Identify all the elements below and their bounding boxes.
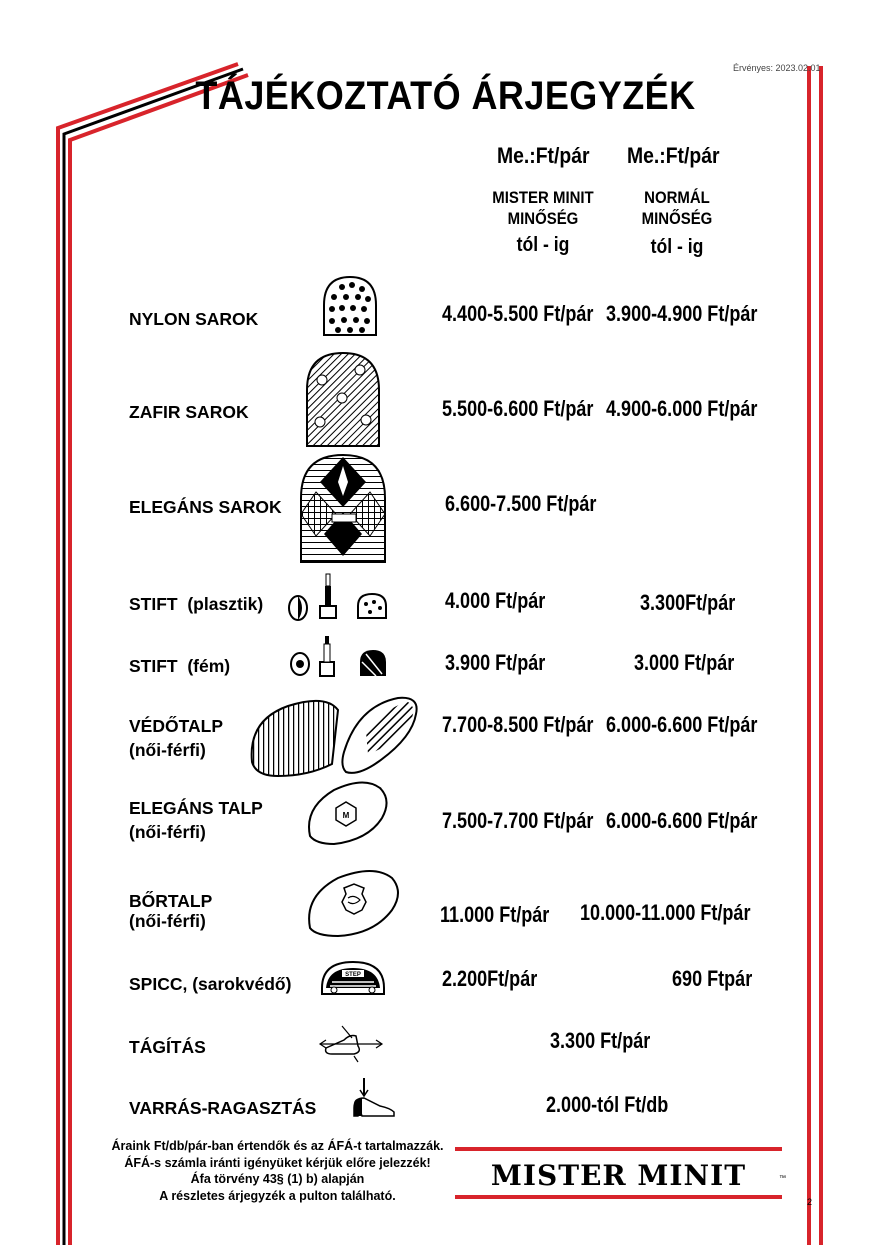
quality-header-normal [620,187,734,229]
price-mm-nylon: 4.400-5.500 Ft/pár [442,301,594,326]
mister-minit-logo [455,1147,785,1205]
price-normal-elegant-sole: 6.000-6.600 Ft/pár [606,808,758,833]
price-mm-zafir: 5.500-6.600 Ft/pár [442,396,594,421]
price-normal-leather-sole: 10.000-11.000 Ft/pár [580,900,751,925]
footer-line-4: A részletes árjegyzék a pulton található. [159,1188,396,1203]
protective-sole-label: VÉDŐTALP [129,716,223,736]
stift-plastic-label: STIFT [129,594,178,614]
svg-text:M: M [342,811,350,820]
footer-line-2: ÁFÁ-s számla iránti igényüket kérjük előre jelezzék! [124,1155,431,1170]
footer-line-1: Áraink Ft/db/pár-ban értendők és az ÁFÁ-t tartalmazzák. [111,1139,444,1153]
price-normal-stift-metal: 3.000 Ft/pár [634,650,735,675]
footer-line-3: Áfa törvény 43§ (1) b) alapján [190,1172,365,1186]
protective-sole-sub: (női-férfi) [129,740,206,760]
plastic-pin-heel-icon [286,572,388,622]
page-title: TÁJÉKOZTATÓ ÁRJEGYZÉK [195,74,696,118]
price-mm-toe-tip: 2.200Ft/pár [442,966,538,991]
page-number: 2 [807,1197,813,1207]
stift-metal-sub: (fém) [187,656,231,676]
quality-normal-line1: NORMÁL [644,188,710,207]
quality-normal-line2: MINŐSÉG [641,209,713,228]
leather-sole-icon [304,866,404,938]
item-label-elegant-sole [129,796,263,844]
logo-bar-top [455,1147,782,1151]
elegant-sole-icon [304,778,390,846]
stift-metal-label: STIFT [129,656,178,676]
sewing-gluing-icon [350,1076,396,1118]
unit-header-normal: Me.:Ft/pár [627,143,720,168]
price-normal-protective-sole: 6.000-6.600 Ft/pár [606,712,758,737]
quality-mm-line2: MINŐSÉG [507,209,579,228]
range-header-normal: tól - ig [650,236,704,258]
price-mm-stift-metal: 3.900 Ft/pár [445,650,546,675]
price-mm-elegant-sole: 7.500-7.700 Ft/pár [442,808,594,833]
unit-header-mm: Me.:Ft/pár [497,143,590,168]
price-normal-toe-tip: 690 Ftpár [672,966,753,991]
logo-tm: ™ [779,1175,786,1182]
item-label-sewing: VARRÁS-RAGASZTÁS [129,1098,317,1118]
range-header-mm: tól - ig [516,234,570,256]
elegant-sole-label: ELEGÁNS TALP [129,798,263,818]
validity-date: Érvényes: 2023.02.01 [733,63,821,73]
metal-pin-heel-icon [286,634,388,680]
nylon-heel-icon [320,275,380,337]
price-mm-elegant-heel: 6.600-7.500 Ft/pár [445,491,597,516]
item-label-zafir: ZAFIR SAROK [129,402,249,422]
price-sewing: 2.000-tól Ft/db [546,1092,669,1117]
item-label-leather-sole [129,889,212,933]
item-label-elegant-heel: ELEGÁNS SAROK [129,497,282,517]
footer-notes [95,1138,460,1204]
price-normal-zafir: 4.900-6.000 Ft/pár [606,396,758,421]
leather-sole-sub: (női-férfi) [129,911,206,931]
logo-bar-bottom [455,1195,782,1199]
price-mm-stift-plastic: 4.000 Ft/pár [445,588,546,613]
protective-sole-icon [248,692,420,782]
stift-plastic-sub: (plasztik) [187,594,264,614]
price-stretching: 3.300 Ft/pár [550,1028,651,1053]
shoe-stretch-icon [318,1022,384,1062]
item-label-stift-plastic [129,592,263,616]
item-label-nylon: NYLON SAROK [129,309,259,329]
logo-text: MISTER MINIT [490,1159,747,1192]
price-normal-nylon: 3.900-4.900 Ft/pár [606,301,758,326]
quality-mm-line1: MISTER MINIT [492,188,594,207]
elegant-sole-sub: (női-férfi) [129,822,206,842]
leather-sole-label: BŐRTALP [129,891,213,911]
svg-text:STEP: STEP [345,972,361,978]
zafir-heel-icon [302,350,384,448]
price-normal-stift-plastic: 3.300Ft/pár [640,590,736,615]
price-mm-leather-sole: 11.000 Ft/pár [440,902,550,927]
item-label-stretching: TÁGÍTÁS [129,1037,206,1057]
item-label-protective-sole [129,714,223,762]
item-label-stift-metal [129,654,230,678]
toe-tip-icon [320,958,386,998]
price-mm-protective-sole: 7.700-8.500 Ft/pár [442,712,594,737]
quality-header-mm [486,187,600,229]
item-label-toe-tip: SPICC, (sarokvédő) [129,974,292,994]
elegant-heel-icon [296,452,390,564]
